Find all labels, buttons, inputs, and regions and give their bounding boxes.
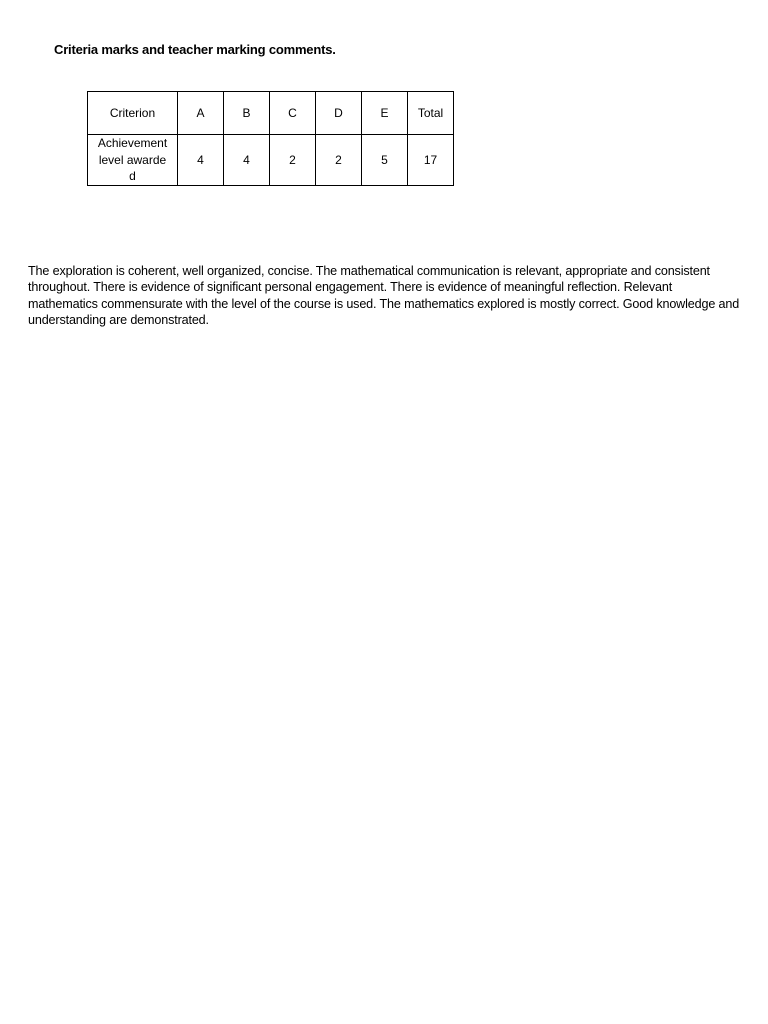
teacher-comments: The exploration is coherent, well organized, concise. The mathematical communication is relevant, appropriate and consistent throughout. There is evidence of significant personal engagement. There is evidence of meaningful reflection. Relevant mathematics commensurate with the level of the course is used. The mathematics explored is mostly correct. Good knowledge and understanding are demonstrated. — [28, 263, 740, 328]
criteria-marks-table — [87, 91, 454, 186]
criterion-b-value: 4 — [243, 152, 250, 167]
total-value: 17 — [423, 152, 438, 167]
criterion-b-label: B — [242, 105, 251, 120]
criterion-c-value-cell — [270, 135, 316, 186]
table-header-row — [88, 92, 454, 135]
criterion-b-header — [224, 92, 270, 135]
criterion-c-value: 2 — [289, 152, 296, 167]
achievement-level-label: Achievement level awarded — [97, 136, 168, 183]
criterion-a-header — [178, 92, 224, 135]
total-value-cell — [408, 135, 454, 186]
criterion-b-value-cell — [224, 135, 270, 186]
total-header-label: Total — [417, 105, 444, 120]
criterion-a-value-cell — [178, 135, 224, 186]
criterion-e-value-cell — [362, 135, 408, 186]
criterion-d-label: D — [334, 105, 343, 120]
criterion-d-header — [316, 92, 362, 135]
page-heading: Criteria marks and teacher marking comments. — [54, 42, 336, 57]
achievement-level-label-cell — [88, 135, 178, 186]
criterion-d-value-cell — [316, 135, 362, 186]
criterion-header-cell — [88, 92, 178, 135]
criterion-c-header — [270, 92, 316, 135]
criterion-e-label: E — [380, 105, 389, 120]
criterion-e-header — [362, 92, 408, 135]
criterion-e-value: 5 — [381, 152, 388, 167]
criterion-d-value: 2 — [335, 152, 342, 167]
criterion-header-label: Criterion — [109, 105, 156, 120]
criterion-a-value: 4 — [197, 152, 204, 167]
criterion-c-label: C — [288, 105, 297, 120]
criterion-a-label: A — [196, 105, 205, 120]
total-header — [408, 92, 454, 135]
table-row — [88, 135, 454, 186]
